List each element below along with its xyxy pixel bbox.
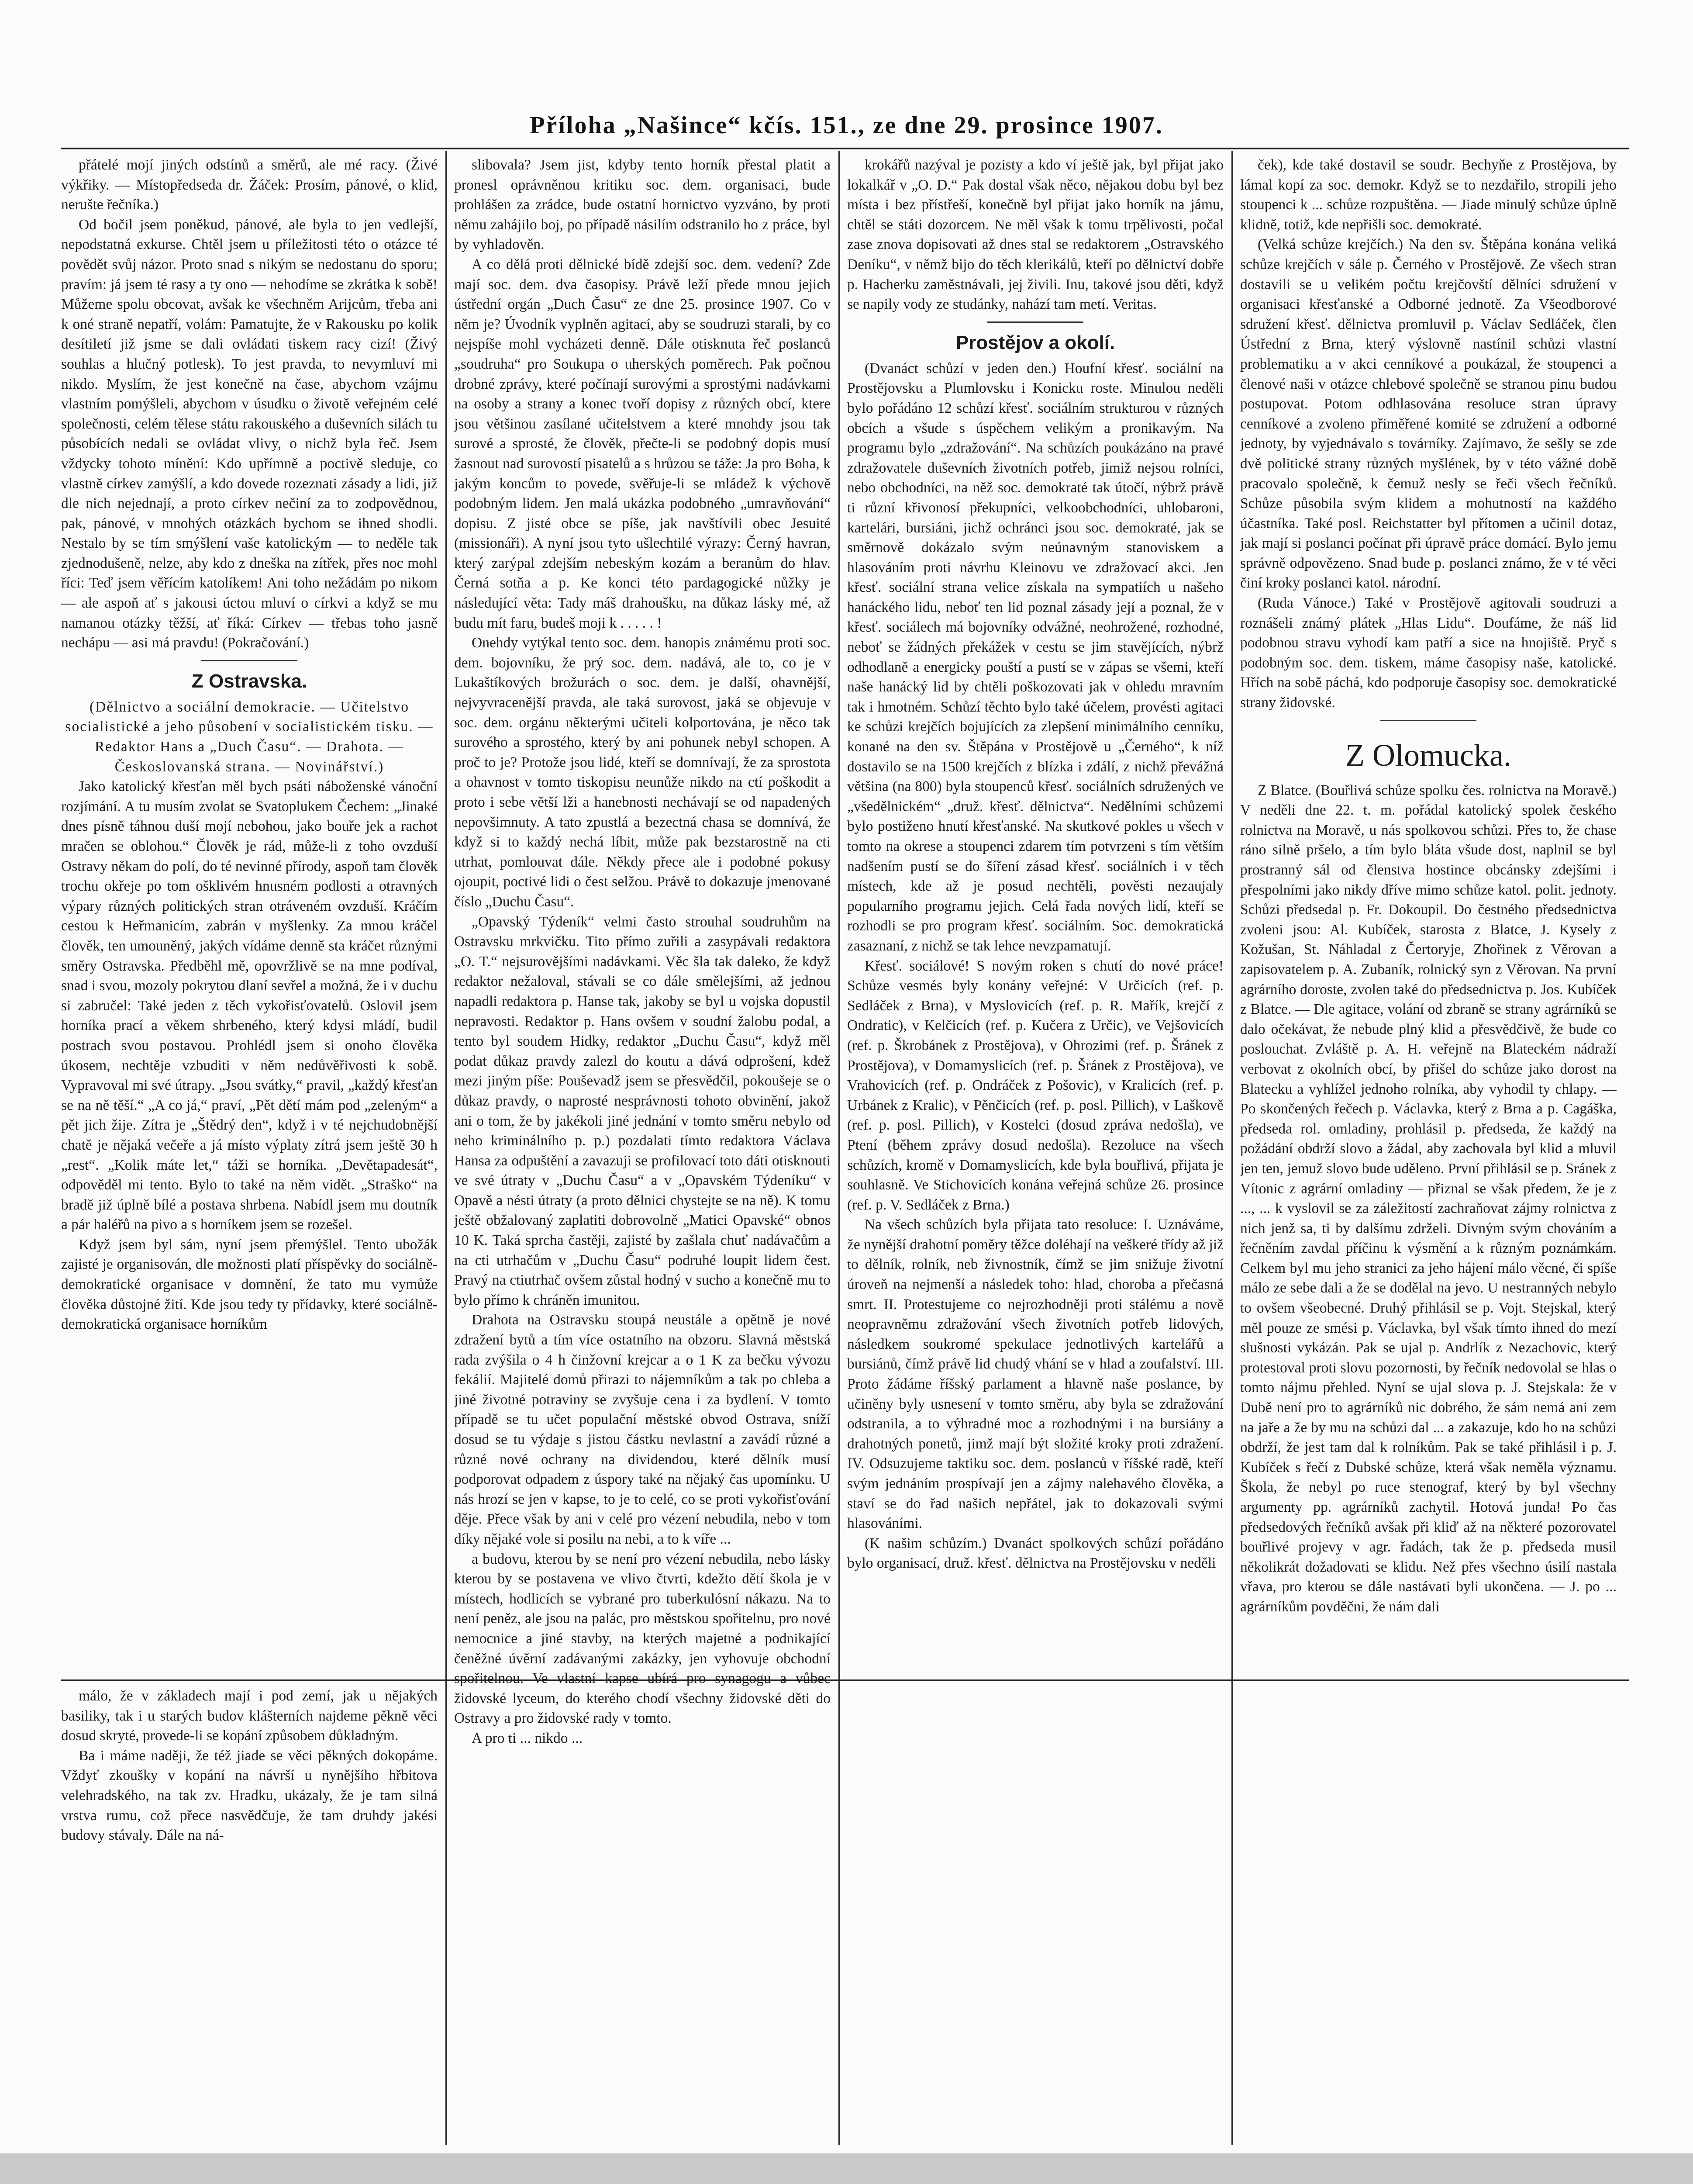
section-subtitle: (Dělnictvo a sociální demokracie. — Učitelstvo socialistické a jeho působení v socialistickém tisku. — Redaktor Hans a „Duch Času“. — Drahota. — Českoslovanská strana. — Novinářství.) xyxy=(65,698,434,775)
article-paragraph: Když jsem byl sám, nyní jsem přemýšlel. Tento ubožák zajisté je organisován, dle možnosti platí příspěvky do sociálně-demokratické organisace v domnění, že tato mu vymůže člověka důstojné žití. Kde jsou tedy ty přídavky, které sociálně-demokratická organisace horníkům xyxy=(61,1236,438,1333)
section-rule xyxy=(1380,720,1476,721)
column-divider-2 xyxy=(838,151,840,2145)
feuilleton-paragraph: málo, že v základech mají i pod zemí, jak u nějakých basiliky, tak i u starých budov klášterních najdeme pěkně věci dosud skryté, provede-li se kopání způsobem důkladným. xyxy=(61,1688,438,1744)
article-paragraph: přátelé mojí jiných odstínů a směrů, ale mé racy. (Živé výkřiky. — Místopředseda dr. Žáček: Prosím, pánové, o klid, nerušte řečníka.) xyxy=(61,157,438,213)
article-paragraph: (Velká schůze krejčích.) Na den sv. Štěpána konána veliká schůze krejčích v sále p. Černého v Prostějově. Ze všech stran dostavili se u velikém počtu krejčovští dělníci sdružení v organisaci křesťanské a Odborné jednotě. Za Všeodborové sdružení křesť. dělnictva promluvil p. Václav Sedláček, člen Ústřední z Brna, který výslovně nastínil schůzi vlastní problematiku a v akci cenníkové a poukázal, že stoupenci a členové naši v otázce chlebové společně se stranou pinu budou postupovat. Potom odhlasována resoluce stran úpravy cenníkové a zvoleno přiměřené komité se združení a odborné jednoty, by vyjednávalo s továrníky. Zajímavo, že sešly se zde dvě politické strany různých myšlének, by v této vážné době pracovalo společně, k čemuž nesly se řeči všech řečníků. Schůze působila svým klidem a mohutností na každého účastníka. Také posl. Reichstatter byl přítomen a učinil dotaz, jak mají si poslanci počínat při úpravě práce domácí. Bylo jemu správně odpovězeno. Snad bude p. poslanci známo, že v té věci činí kroky poslanci katol. národní. xyxy=(1240,236,1617,591)
article-paragraph: (Ruda Vánoce.) Také v Prostějově agitovali soudruzi a roznášeli známý plátek „Hlas Lidu“. Doufáme, že náš lid podobnou stravu vyhodí kam patří a sice na hnojiště. Pryč s podobným soc. dem. tiskem, máme časopisy naše, katolické. Hřích na sobě páchá, kdo podporuje časopisy soc. demokratické strany židovské. xyxy=(1240,595,1617,711)
section-rule xyxy=(987,321,1083,323)
article-paragraph: slibovala? Jsem jist, kdyby tento horník přestal platit a pronesl oprávněnou kritiku soc. dem. organisaci, bude prohlášen za zrádce, bude ostatní hornictvo vyzváno, by proti němu zahájilo boj, po případě násilím odstranilo ho z práce, byl by vyhladověn. xyxy=(454,157,831,253)
article-paragraph: Z Blatce. (Bouřlivá schůze spolku čes. rolnictva na Moravě.) V neděli dne 22. t. m. pořádal katolický spolek českého rolnictva na Moravě, u nás spolkovou schůzi. Přes to, že chase ráno silně pršelo, a tím bylo bláta všude dost, naplnil se byl prostranný sál od členstva hostince obcánsky zdejšími i přespolními jako nikdy dříve mimo schůze katol. polit. jednoty. Schůzi předsedal p. Fr. Dokoupil. Do čestného předsednictva zvoleni jsou: Al. Kubíček, starosta z Blatce, J. Kysely z Kožušan, St. Náhladal z Čertoryje, Zhořinek z Věrovan a zapisovatelem p. A. Zubaník, rolnický syn z Věrovan. Na první agrárního doroste, zvolen také do předsednictva p. Jos. Kubíček z Blatce. — Dle agitace, volání od zbraně se strany agrárníků se dalo očekávat, že nebude plný klid a přesvědčivě, že bude co poslouchat. Zvláště p. A. H. veřejně na Blateckém nádraží verbovat z okolních obcí, by přišel do schůze jako dorost na Blatecku a vyhlížel jednoho rolníka, aby vyhodil ty chlapy. — Po skončených řečech p. Václavka, který z Brna a p. Cagáška, předseda rol. omladiny, prohlásil p. předseda, že každý na požádání obdrží slovo a žádal, aby zachovala byl klid a mluvil jen ten, jemuž slovo bude uděleno. První přihlásil se p. Sránek z Vítonic z agrární omladiny — přiznal se však předem, že je z ..., ... k vyslovil se za záležitostí zachraňovat zájmy rolnictva z nich jenž sa, ti by dalšímu zdrželi. Divným svým chováním a řečněním zavdal příčinu k výsmění a k různým poznámkám. Celkem byl mu jeho stranici za jeho hájení málo věcné, či spíše málo ze sebe dali a že se dodělal na jevo. U nestranných nebylo to ovšem všeobecné. Druhý přihlásil se p. Vojt. Stejskal, který měl pouze ze smési p. Václavka, byl však tímto ihned do mezí slušnosti vykázán. Pak se ujal p. Andrlík z Nezachovic, který protestoval proti slovu pozornosti, by řečník nedovolal se hlas o tomto nájmu přehled. Nyní se ujal slova p. J. Stejskala: že v Dubě není pro to agrárníků nic dobrého, že sám nemá ani zem na jaře a že by mu na schůzi dal ... a zakazuje, kdo ho na schůzi obdrží, že jest tam dal k rolníkům. Pak se také přihlásil i p. J. Kubíček s řečí z Dubské schůze, která však neměla významu. Škola, že nebyl po ruce stenograf, který by byl všechny argumenty pp. agrárníků zachytil. Hotová junda! Po čas předsedových řečníků avšak při kliď až na některé pozorovatel bouřlivé projevy v agr. řadách, tak že p. předseda musil několikrát dožadovati se klidu. Než přes všechno úsilí nastala vřava, pro kterou se dále nastávati byli ukončena. — J. po ... agrárníkům povděčni, že nám dali xyxy=(1240,782,1617,1615)
page-header: Příloha „Našince“ kčís. 151., ze dne 29. prosince 1907. xyxy=(530,112,1163,139)
article-paragraph: Od bočil jsem poněkud, pánové, ale byla to jen vedlejší, nepodstatná exkurse. Chtěl jsem u příležitosti této o otázce té povědět svůj názor. Proto snad s nikým se nedostanu do sporu; pravím: já jsem té rasy a ty ono — nehodíme se zkrátka k sobě! Můžeme spolu obcovat, avšak ke všechněm Arijcům, třeba ani k oné straně nepatří, volám: Pamatujte, že v Rakousku po kolik desítiletí již jsme se dali ovládati tiskem racy cizí! (Živý souhlas a hlučný potlesk). To jest pravda, to nevymluví mi nikdo. Myslím, že jest konečně na čase, abychom vzájmu vlastním pomýšleli, abychom v úsudku o životě veřejném celé společnosti, celém tělese státu rakouského a duševních silách tu působících nedali se ovládat vlivy, o nichž byla řeč. Jsem vždycky tohoto mínění: Kdo upřímně a poctivě sleduje, co vlastně církev zamýšlí, a kdo dovede rozeznati zásady a lidi, již dle nich nejednají, a proto církev nečiní za to zodpovědnou, pak, pánové, v mnohých otázkách bychom se ihned shodli. Nestalo by se tím smýšlení vaše katolickým — to neděle tak zjednodušeně, nelze, aby kdo z dneška na zítřek, přes noc mohl říci: Teď jsem věřícím katolíkem! Ani toho nežádám po nikom — ale aspoň ať s jakousi úctou mluví o církvi a když se mu namanou otázky těžší, ať říká: Církev — třebas toho jasně nechápu — asi má pravdu! (Pokračování.) xyxy=(61,216,438,651)
article-paragraph: Jako katolický křesťan měl bych psáti náboženské vánoční rozjímání. A tu musím zvolat se Svatoplukem Čechem: „Jinaké dnes písně táhnou duší mojí nebohou, jako bouře jek a rachot mračen se oblohou.“ Člověk je rád, může-li z toho ovzduší Ostravy někam do polí, do té nevinné přírody, aspoň tam člověk trochu okřeje po tom ošklivém hnusném podlosti a otravných výpary různých politických stran otráveném ovzduší. Kráčím cestou k Heřmanicím, zabrán v myšlenky. Za mnou kráčel člověk, ten umouněný, jakých vídáme denně sta kráčet různými směry Ostravska. Předběhl mě, opovržlivě se na mne podíval, snad i svou, mozoly pokrytou dlaní sevřel a možná, že i v duchu si zabručel: Také jeden z těch vykořisťovatelů. Oslovil jsem horníka prací a věkem shrbeného, který kdysi mládí, budil postrach svou postavou. Prohlédl jsem si onoho člověka úkosem, nechtěje vzbuditi v něm nedůvěřivosti k sobě. Vypravoval mi své útrapy. „Jsou svátky,“ pravil, „každý křesťan se na ně těší.“ „A co já,“ praví, „Pět dětí mám pod „zeleným“ a pět jich žije. Zítra je „Štědrý den“, když i v té nejchudobnější chatě je nějaká večeře a já místo výplaty zítrá jsem ještě 30 h „rest“. „Kolik máte let,“ táži se horníka. „Devětapadesát“, odpověděl mi tento. Bylo to také na něm vidět. „Straško“ na bradě již úplně bílé a postava shrbena. Nabídl jsem mu doutník a pár haléřů na pivo a s horníkem jsem se rozešel. xyxy=(61,778,438,1233)
column-4 xyxy=(1240,155,1617,2145)
feuilleton-paragraph: Ba i máme naději, že též jiade se věci pěkných dokopáme. Vždyť zkoušky v kopání na návrší u nynějšího hřbitova velehradského, na tak zv. Hradku, ukázaly, že je tam silná vrstva rumu, což přece nasvědčuje, že tam druhdy jakési budovy stávaly. Dále na ná- xyxy=(61,1747,438,1844)
column-2 xyxy=(454,155,831,2145)
article-paragraph: a budovu, kterou by se není pro vézení nebudila, nebo lásky kterou by se postavena ve vlivo čtvrti, kdežto dětí škola je v místech, hodlicích se vybrané pro tuberkulósní nákazu. Na to není peněz, ale jsou na palác, pro městskou spořitelnu, pro nové nemocnice a jiné stavby, na kterých majetné a podnikající čeněžné úvěrní zadávanými zakázky, jen vyhovuje obchodní spořitelnou. Ve vlastní kapse ubírá pro synagogu a vůbec židovské lyceum, do kterého chodí všechny židovské děti do Ostravy a pro židovské rady v tomto. xyxy=(454,1551,831,1727)
article-paragraph: Onehdy vytýkal tento soc. dem. hanopis známému proti soc. dem. bojovníku, že prý soc. dem. nadává, ale to, co je v Lukaštíkových brožurách o soc. dem. je další, ohavnější, nejvyvracenější pravda, ale taká surovost, jaká se objevuje v soc. dem. orgánu některými učiteli kolportována, je něco tak surového a sprostého, který by ani pohunek nebyl schopen. A proč to je? Protože jsou lidé, kteří se domnívají, že za sprostota a ohavnost v tomto tiskopisu neunůže nikdo na ctí poškodit a proto i sebe větší lži a hanebnosti nechávají se od napadených nepovšimnuty. A tato zpustlá a bezectná chasa se domnívá, že když si to každý nechá líbit, může pak bezstarostně na cti utrhat, pomlouvat dále. Někdy přece ale i podobné pokusy ojoupit, poctivé lidi o čest selžou. Právě to dokazuje jmenované číslo „Duchu Času“. xyxy=(454,635,831,910)
column-divider-3 xyxy=(1231,151,1233,2145)
article-paragraph: A pro ti ... nikdo ... xyxy=(472,1730,583,1746)
article-paragraph: ček), kde také dostavil se soudr. Bechyňe z Prostějova, by lámal kopí za soc. demokr. Když se to nezdařilo, stropili jeho stoupenci k ... schůze rozpuštěna. — Jiade minulý schůze úplně klidně, totiž, kde nepřišli soc. demokraté. xyxy=(1240,157,1617,233)
column-divider-1 xyxy=(445,151,447,2145)
section-heading-olomoucko: Z Olomucka. xyxy=(1345,737,1511,773)
header-rule xyxy=(61,148,1629,149)
article-paragraph: „Opavský Týdeník“ velmi často strouhal soudruhům na Ostravsku mrkvičku. Tito přímo zuřili a zasypávali redaktora „O. T.“ nejsurovějšími nadávkami. Věc šla tak daleko, že když redaktor nežaloval, stávali se co dále smělejšími, až jednou napadli redaktora p. Hanse tak, jakoby se byl u vojska dopustil nepravosti. Redaktor p. Hans ovšem v soudní žalobu podal, a tento byl soudem Hidky, redaktor „Duchu Času“, když měl podat důkaz pravdy zalezl do koutu a dává odprošení, kdež mezi jiným píše: Pouševadž jsem se přesvědčil, pokoušeje se o důkaz pravdy, o naprosté nesprávnosti tohoto obvinění, jakož ani o tom, že by jakékoli jiné jednání v tomto směru nebylo od neho kriminálního p. p.) pozdalati tímto redaktora Václava Hansa za odpuštění a zavazuji se profilovací toto dáti otisknouti ve své útraty v „Duchu Času“ a v „Opavském Týdeníku“ v Opavě a nésti útraty (a proto dělnici chystejte se na ně). K tomu ještě obžalovaný zaplatiti dobrovolně „Matici Opavské“ obnos 10 K. Taká sprcha častěji, zajisté by zašlala chuť nadávačům a na cti utrhačům v „Duchu Času“ podruhé loupit lidem čest. Pravý na ctiutrhač ovšem zůstal hodný v sucho a konečně mu to bylo přímo k chráněn imunitou. xyxy=(454,913,831,1308)
article-paragraph: krokářů nazýval je pozisty a kdo ví ještě jak, byl přijat jako lokalkář v „O. D.“ Pak dostal však něco, nějakou dobu byl bez místa i bez přístřeší, konečně byl přijat jako horník na jámu, chtěl se státi dozorcem. Ne měl však k tomu trpělivosti, počal zase znova dopisovati až dnes stal se redaktorem „Ostravského Deníku“, v němž bijo do těch klerikálů, kteří po dělnictví dobře p. Hacherku zaměstnávali, jej živili. Inu, takové jsou děti, když se napily vody ze studánky, nahází tam metí. Veritas. xyxy=(847,157,1224,313)
article-paragraph: Na všech schůzích byla přijata tato resoluce: I. Uznáváme, že nynější drahotní poměry těžce doléhají na veškeré třídy až již to dělník, rolník, neb živnostník, čímž se jim snižuje životní úroveň na nejmenší a následek toho: hlad, choroba a přečasná smrt. II. Protestujeme co nejrozhodněji proti stálému a nově neopravněmu zdražování všech životních potřeb lidových, následkem soukromé spekulace jednotlivých kartelářů a bursiánů, čímž právě lid chudý vhání se v hlad a zoufalství. III. Proto žádáme říšský parlament a hlavně naše poslance, by učiněny byly usnesení v tomto směru, aby byla se zdražování odstranila, a to výhradné moc a rozhodnými i na bursiány a drahotných ponetů, jimž mají být složité kroky proti zdražení. IV. Odsuzujeme taktiku soc. dem. poslanců v říšské radě, kteří svým jednáním prospívají jen a zájmy nalehavého člověka, a staví se do řad našich nepřátel, jak to dokazovali svými hlasováními. xyxy=(847,1216,1224,1532)
article-paragraph: Křesť. sociálové! S novým roken s chutí do nové práce! Schůze vesmés byly konány veřejné: V Určicích (ref. p. Sedláček z Brna), v Myslovicích (ref. p. R. Mařík, krejčí z Ondratic), v Kelčicích (ref. p. Kučera z Určic), ve Vejšovicích (ref. p. Škrobánek z Prostějova), v Ohrozimi (ref. p. Šránek z Prostějova), v Domamyslicích (ref. p. Šránek z Prostějova), ve Vrahovicích (ref. p. Ondráček z Pošovic), v Kralicích (ref. p. Urbánek z Kralic), v Pěnčicích (ref. p. posl. Pillich), v Laškově (ref. p. posl. Pillich), v Kostelci (dosud zpráva nedošla), ve Ptení (během zprávy dosud nedošla). Rezoluce na všech schůzích, kromě v Domamyslicích, kde byla bouřlivá, přijata je souhlasně. Ve Stichovicích konána veřejná schůze 26. prosince (ref. p. V. Sedláček z Brna.) xyxy=(847,957,1224,1213)
section-rule xyxy=(201,660,297,661)
article-paragraph: (K našim schůzím.) Dvanáct spolkových schůzí pořádáno bylo organisací, druž. křesť. dělnictva na Prostějovsku v neděli xyxy=(847,1535,1224,1572)
column-1-feuilleton xyxy=(61,1686,438,2145)
column-3 xyxy=(847,155,1224,2145)
section-heading-prostejov: Prostějov a okolí. xyxy=(955,332,1115,353)
column-1 xyxy=(61,155,438,1673)
article-paragraph: A co dělá proti dělnické bídě zdejší soc. dem. vedení? Zde mají soc. dem. dva časopisy. Právě leží přede mnou jejich ústřední orgán „Duch Času“ ze dne 25. prosince 1907. Co v něm je? Úvodník vyplněn agitací, aby se soudruzi starali, by co nejspíše mohl vycházeti denně. Dále otisknuta řeč poslanců „soudruha“ pro Soukupa o uherských poměrech. Pak počnou drobné zprávy, které počínají surovými a sprostými nadávkami na osoby a strany a konec tvoří dopisy z různých obcí, ktere jsou většinou zasílané učitelstvem a které mnohdy jsou tak surové a sprosté, že člověk, přečte-li se podobný dopis musí žasnout nad surovostí pisatelů a s hrůzou se táže: Ja pro Boha, k jakým koncům to povede, svěřuje-li se mládež k výchově podobným lidem. Jen malá ukázka podobného „umravňování“ dopisu. Z jisté obce se píše, jak navštívili obec Jesuité (missionáři). A nyní jsou tyto ušlechtilé výrazy: Černý havran, který zarýpal zdejším nebeským kozám a beranům do hlav. Černá sotňa a p. Ke konci této pardagogické nůžky je následující věta: Tady máš drahoušku, na důkaz lásky mé, až budu mít faru, budeš moji k . . . . . ! xyxy=(454,256,831,631)
section-heading-ostravsko: Z Ostravska. xyxy=(191,670,307,692)
article-paragraph: Drahota na Ostravsku stoupá neustále a opětně je nové zdražení bytů a tím více ostatního na obzoru. Slavná městská rada zvýšila o 4 h činžovní krejcar a o 1 K za bečku vývozu fekálií. Majitelé domů přirazi to nájemníkům a tak po chleba a jiné životné potraviny se zvyšuje cena i za bydlení. V tomto případě se tu učet populační městské obvod Ostrava, sníží dosud se tu výdaje s jistou částku nevlastní a zavádí různé a různé nové ochrany na dividendou, které dělník musí podporovat odpadem z úspory také na nějaký čas upomínku. U nás hrozí se jen v kapse, to je to celé, co se proti vykořisťování děje. Přece však by ani v celé pro vézení nebudila, nebo v tom díky nějaké vole si posilu na nebi, a to k víře ... xyxy=(454,1312,831,1547)
article-paragraph: (Dvanáct schůzí v jeden den.) Houfní křesť. sociální na Prostějovsku a Plumlovsku i Konicku roste. Minulou neděli bylo pořádáno 12 schůzí křesť. sociálním strukturou v různých obcích a všude s úspěchem velikým a pronikavým. Na programu bylo „zdražování“. Na schůzích poukázáno na pravé zdražovatele duševních životních potřeb, jimiž nejsou rolníci, nebo obchodníci, na něž soc. demokraté tak útočí, nýbrž právě ti různí křivonosí překupníci, velkoobchodníci, uhlobaroni, kartelári, bursiáni, jichž ochránci jsou soc. demokraté, jak se směrnově dokázalo svým neúnavným stanoviskem a hlasováním proti návrhu Kleinovu ve zdražovací akci. Jen křesť. sociální strana velice získala na sympatiích u našeho hanáckého lidu, neboť ten lid poznal zásady její a poznal, že v křesť. sociálech má bojovníky odvážné, neohrožené, rozhodné, neboť se žádných překážek v cestu se jim stavějících, nýbrž odhodlaně a energicky pouští a pustí se v zápas se všemi, kteří naše hanácký lid by chtěli poškozovati jak v ohledu mravním tak i hmotném. Schůzí těchto bylo také účelem, provésti agitaci ke schůzi krejčích bojujících za zlepšení minimálního cenníku, konané na den sv. Štěpána v Prostějově u „Černého“, k níž dostavilo se na 1500 krejčích z blízka i zdálí, z nichž převážná většina (na 800) byla stoupenců křesť. sociálních sdružených ve „všedělnickém“ „druž. křesť. dělnictva“. Nedělními schůzemi bylo postiženo hnutí křesťanské. Na skutkové pokles u všech v tomto na okrese a stoupenci zdarem tím potvrzeni s tím větším nadšením pustí se do šíření zásad křesť. sociálních i v těch místech, kde až je posud nechtěli, pověsti nezaujaly popularního programu jejich. Celá řada nových lidí, kteří se rozhodli se pro program křesť. sociálním. Soc. demokratická zasaznaní, z nichž se tak lehce nevzpamatují. xyxy=(847,360,1224,954)
